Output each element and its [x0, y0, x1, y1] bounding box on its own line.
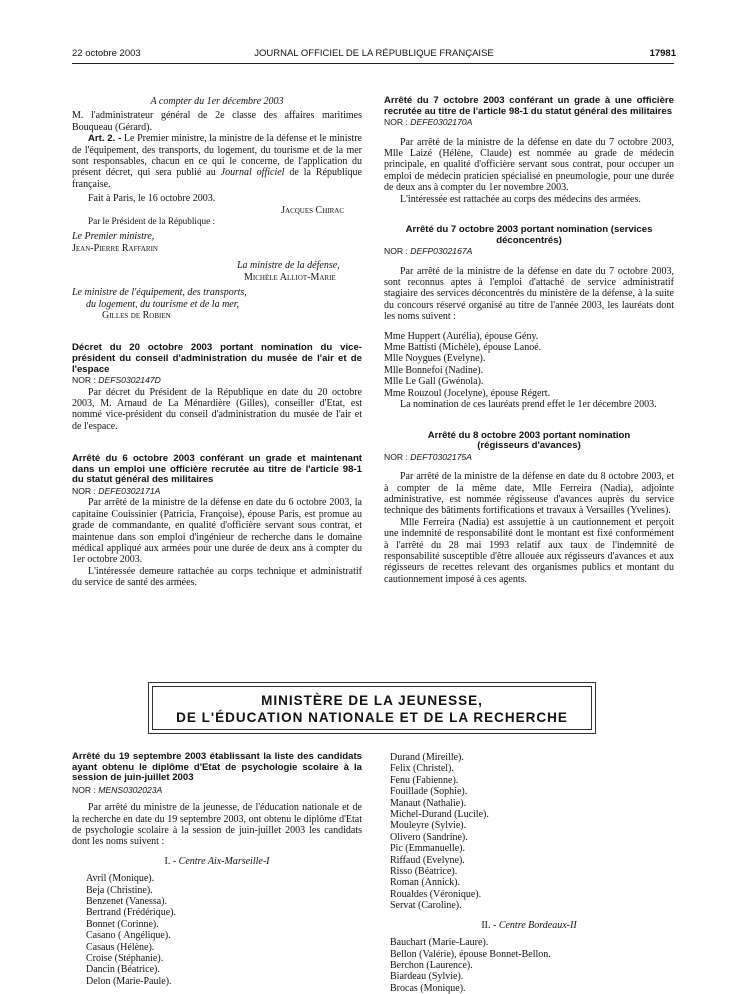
order-oct6-text: Par arrêté de la ministre de la défense en date du 6 octobre 2003, la capitaine Couissinier (Patricia, Françoise), épouse Paris, est promue au grade de commandante, en qualité d'officière servant sous contrat, et maintenue dans son emploi d'ingénieur de recherche dans le domaine médical appliqué aux armées pour une durée de deux ans à compter du 1er octobre 2003.	[72, 497, 362, 566]
nor-code: DEFE0302171A	[98, 485, 161, 496]
list-item: Manaut (Nathalie).	[390, 797, 467, 809]
order-oct8-nor	[384, 452, 674, 463]
list-item: Felix (Christel).	[390, 763, 454, 775]
nor-code: DEFP0302167A	[410, 246, 473, 257]
list-item: Bauchart (Marie-Laure).	[390, 937, 489, 949]
bottom-right-column	[384, 752, 674, 994]
nor-code: DEFE0302170A	[410, 117, 473, 128]
equipment-title-1: Le ministre de l'équipement, des transports,	[72, 287, 247, 299]
nor-label: NOR :	[384, 246, 411, 257]
pm-name: Jean-Pierre Raffarin	[72, 242, 158, 254]
order-oct8-text: Par arrêté de la ministre de la défense en date du 8 octobre 2003, et à compter de la même date, Mlle Ferreira (Nadia), adjointe administrative, est nommée régisseuse d'avances auprès du service technique des bâtiments fortifications et travaux à Versailles (Yvelines).	[384, 471, 674, 517]
equipment-name: Gilles de Robien	[102, 309, 171, 321]
list-item: Mme Rouzoul (Jocelyne), épouse Régert.	[384, 387, 551, 399]
article-2-label: Art. 2. -	[88, 133, 122, 145]
nor-label: NOR :	[72, 375, 99, 386]
order-oct7a-text: Par arrêté de la ministre de la défense en date du 7 octobre 2003, Mlle Laizé (Hélène, Claude) est nommée au grade de médecin principale, en qualité d'officière servant sous contrat, pour occuper un emploi de médecin praticien spécialisé en pneumologie, pour une durée de deux ans à compter du 1er novembre 2003.	[384, 136, 674, 194]
list-item: Benzenet (Vanessa).	[86, 896, 168, 908]
list-item: Mlle Noygues (Evelyne).	[384, 353, 486, 365]
defense-name: Michèle Alliot-Marie	[244, 271, 336, 283]
candidates-list-aix-continued	[384, 752, 674, 912]
administrator-entry: M. l'administrateur général de 2e classe des affaires maritimes Bouqueau (Gérard).	[72, 110, 362, 133]
list-item: Michel-Durand (Lucile).	[390, 809, 489, 821]
list-item: Berchon (Laurence).	[390, 959, 473, 971]
list-item: Mlle Le Gall (Gwénola).	[384, 376, 484, 388]
order-oct7a-title: Arrêté du 7 octobre 2003 conférant un grade à une officière recrutée au titre de l'article 98-1 du statut général des militaires	[384, 95, 674, 117]
signing-place-date: Fait à Paris, le 16 octobre 2003.	[88, 193, 216, 205]
article-2	[72, 133, 362, 190]
bottom-left-column	[72, 752, 362, 987]
centre-bordeaux-heading: II. - Centre Bordeaux-II	[481, 919, 577, 931]
list-item: Mouleyre (Sylvie).	[390, 820, 467, 832]
order-oct7a-nor	[384, 117, 674, 128]
list-item: Casano ( Angélique).	[86, 930, 171, 942]
nor-label: NOR :	[384, 451, 411, 462]
list-item: Delon (Marie-Paule).	[86, 975, 172, 987]
laureates-effective: La nomination de ces lauréats prend effet le 1er décembre 2003.	[400, 399, 657, 411]
list-item: Mlle Bonnefoi (Nadine).	[384, 364, 484, 376]
candidates-list-bordeaux	[384, 937, 674, 994]
nor-label: NOR :	[384, 117, 411, 128]
order-oct6-title: Arrêté du 6 octobre 2003 conférant un grade et maintenant dans un emploi une officière recrutée au titre de l'article 98-1 du statut général des militaires	[72, 453, 362, 486]
centre-heading-text: I. - Centre Aix-Marseille-I	[164, 855, 270, 867]
list-item: Olivero (Sandrine).	[390, 831, 468, 843]
list-item: Brocas (Monique).	[390, 982, 466, 994]
list-item: Bellon (Valérie), épouse Bonnet-Bellon.	[390, 948, 551, 960]
order-sep19-title: Arrêté du 19 septembre 2003 établissant la liste des candidats ayant obtenu le diplôme d'Etat de psychologie scolaire à la session de juin-juillet 2003	[72, 751, 362, 784]
pm-title: Le Premier ministre,	[72, 231, 155, 243]
list-item: Avril (Monique).	[86, 873, 155, 885]
decree-text: Par décret du Président de la République en date du 20 octobre 2003, M. Arnaud de La Ménardière (Gilles), conseiller d'Etat, est nommé vice-président du conseil d'administration du musée de l'air et de l'espace.	[72, 386, 362, 432]
list-item: Servat (Caroline).	[390, 900, 462, 912]
by-president: Par le Président de la République :	[88, 216, 216, 227]
ministry-banner-inner-frame	[152, 686, 592, 730]
signatory-chirac: Jacques Chirac	[281, 204, 344, 216]
decree-title: Décret du 20 octobre 2003 portant nomination du vice-président du conseil d'administration du musée de l'air et de l'espace	[72, 342, 362, 375]
defense-title: La ministre de la défense,	[237, 260, 340, 272]
list-item: Roualdes (Véronique).	[390, 888, 482, 900]
nor-code: DEFS0302147D	[98, 375, 161, 386]
candidates-list-aix	[72, 873, 362, 987]
nor-code: MENS0302023A	[98, 784, 163, 795]
header-date: 22 octobre 2003	[72, 48, 141, 59]
decree-nor	[72, 375, 362, 386]
order-oct8-title: Arrêté du 8 octobre 2003 portant nomination (régisseurs d'avances)	[427, 429, 631, 452]
ministry-banner-line-2: DE L'ÉDUCATION NATIONALE ET DE LA RECHERCHE	[176, 710, 568, 725]
list-item: Bertrand (Frédérique).	[86, 907, 176, 919]
order-oct7b-nor	[384, 246, 674, 257]
order-oct7a-text-2: L'intéressée est rattachée au corps des médecins des armées.	[400, 193, 641, 205]
list-item: Risso (Béatrice).	[390, 866, 458, 878]
list-item: Mme Battisti (Michèle), épouse Lanoé.	[384, 342, 542, 354]
order-oct6-text-2: L'intéressée demeure rattachée au corps technique et administratif du service de santé des armées.	[72, 565, 362, 589]
laureates-list	[384, 331, 674, 399]
header-page-number: 17981	[649, 48, 676, 59]
list-item: Casaus (Hélène).	[86, 941, 155, 953]
header-journal-title: JOURNAL OFFICIEL DE LA RÉPUBLIQUE FRANÇAISE	[254, 48, 494, 59]
ministry-banner	[148, 682, 596, 734]
ministry-banner-line-1: MINISTÈRE DE LA JEUNESSE,	[261, 693, 483, 708]
list-item: Pic (Emmanuelle).	[390, 843, 465, 855]
list-item: Fouillade (Sophie).	[390, 786, 468, 798]
order-oct7b-text: Par arrêté de la ministre de la défense en date du 7 octobre 2003, sont reconnus aptes à l'emploi d'attaché de service administratif stagiaire des services déconcentrés du ministère de la défense, à la suite du concours réservé organisé au titre de l'année 2003, les lauréats dont les noms suivent :	[384, 265, 674, 323]
list-item: Mme Huppert (Aurélia), épouse Gény.	[384, 330, 539, 342]
list-item: Croise (Stéphanie).	[86, 953, 164, 965]
list-item: Fenu (Fabienne).	[390, 774, 459, 786]
right-column	[384, 96, 674, 585]
equipment-title-2: du logement, du tourisme et de la mer,	[86, 298, 240, 310]
list-item: Roman (Annick).	[390, 877, 460, 889]
list-item: Bonnet (Corinne).	[86, 918, 159, 930]
order-oct7b-title: Arrêté du 7 octobre 2003 portant nomination (services déconcentrés)	[405, 224, 653, 246]
left-column	[72, 96, 362, 589]
list-item: Durand (Mireille).	[390, 752, 464, 763]
article-2-text: Le Premier ministre, la ministre de la défense et le ministre de l'équipement, des transports, du logement, du tourisme et de la mer sont responsables, chacun en ce qui le concerne, de l'application du présent décret, qui sera publié au	[72, 133, 362, 179]
centre-aix-marseille-heading	[72, 856, 362, 867]
nor-label: NOR :	[72, 485, 99, 496]
order-oct8-text-2: Mlle Ferreira (Nadia) est assujettie à un cautionnement et perçoit une indemnité de responsabilité dont le montant est fixé conformément à l'arrêté du 28 mai 1993 relatif aux taux de l'indemnité de responsabilité susceptible d'être allouée aux régisseurs d'avances et aux régisseurs de recettes relevant des organismes publics et montant du cautionnement imposé à ces agents.	[384, 516, 674, 585]
list-item: Beja (Christine).	[86, 884, 153, 896]
list-item: Riffaud (Evelyne).	[390, 854, 465, 866]
nor-code: DEFT0302175A	[410, 451, 472, 462]
order-sep19-nor	[72, 785, 362, 796]
list-item: Dancin (Béatrice).	[86, 964, 160, 976]
article-2-end: de la République française.	[72, 167, 362, 190]
list-item: Biardeau (Sylvie).	[390, 971, 464, 983]
nor-label: NOR :	[72, 784, 99, 795]
order-oct6-nor	[72, 486, 362, 497]
order-sep19-text: Par arrêté du ministre de la jeunesse, de l'éducation nationale et de la recherche en date du 19 septembre 2003, ont obtenu le diplôme d'Etat de psychologie scolaire à la session de juin-juillet 2003 les candidats dont les noms suivent :	[72, 802, 362, 848]
header-rule	[72, 63, 674, 64]
effective-date: A compter du 1er décembre 2003	[150, 96, 284, 107]
article-2-journal: Journal officiel	[220, 167, 285, 179]
